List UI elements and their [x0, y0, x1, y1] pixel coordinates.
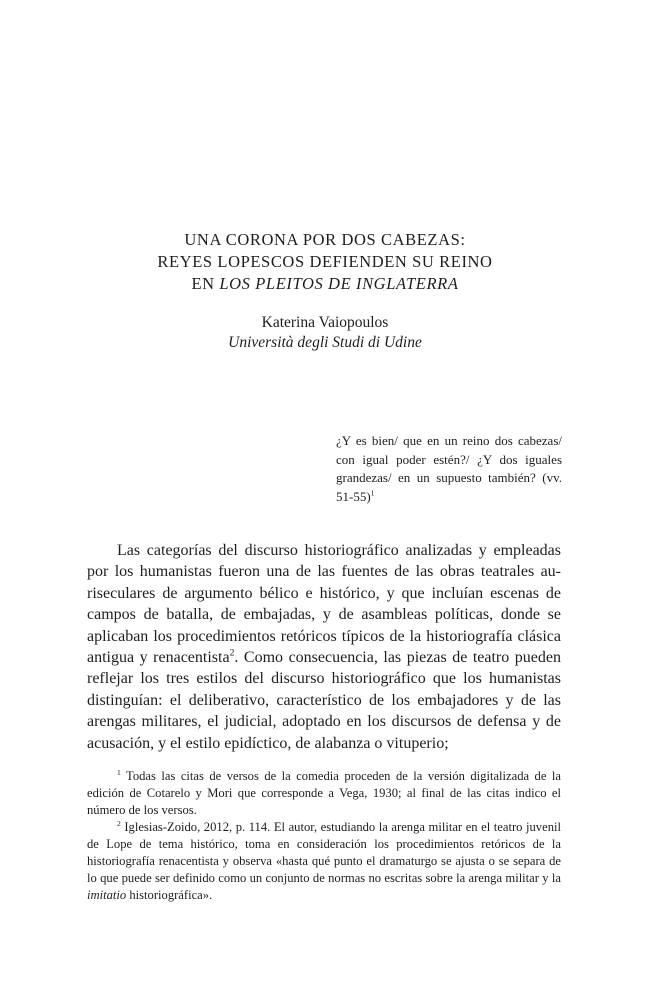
footnote-2-italic: imitatio	[87, 888, 127, 902]
epigraph-text: ¿Y es bien/ que en un reino dos cabezas/ con igual poder estén?/ ¿Y dos iguales grandezas/ en un supuesto también? (vv. 51-55)	[336, 433, 562, 504]
article-title	[0, 229, 650, 295]
title-line-3-prefix: EN	[191, 274, 220, 293]
footnotes	[87, 768, 561, 904]
author-name: Katerina Vaiopoulos	[261, 314, 389, 331]
footnote-2-text-a: Iglesias-Zoido, 2012, p. 114. El autor, estudiando la arenga militar en el teatro juvenil de Lope de tema histórico, toma en consideración los procedimientos retóricos de la historiografía renacentista y observa «hasta qué punto el dramaturgo se ajusta o se separa de lo que puede ser definido como un conjunto de normas no escritas sobre la arenga militar y la	[87, 820, 561, 885]
epigraph	[336, 432, 562, 506]
author-block	[0, 313, 650, 353]
footnote-ref-1: 1	[370, 488, 375, 498]
paragraph-text-2: . Como consecuencia, las piezas de teatro pueden reflejar los tres estilos del discurso historiográfico que los humanistas distinguían: el deliberativo, característico de los embajadores y de las arengas militares, el judicial, adoptado en los discursos de defensa y de acusación, y el estilo epidíctico, de alabanza o vituperio;	[87, 649, 562, 752]
footnote-2-text-b: historiográfica».	[126, 888, 213, 902]
author-affiliation: Università degli Studi di Udine	[228, 334, 422, 351]
paragraph	[87, 540, 561, 754]
footnote-ref-2: 2	[229, 647, 235, 659]
body-text	[87, 540, 561, 754]
title-line-1: UNA CORONA POR DOS CABEZAS:	[184, 230, 466, 249]
footnote-number-2: 2	[117, 818, 121, 828]
work-title: LOS PLEITOS DE INGLATERRA	[219, 274, 459, 293]
title-line-2: REYES LOPESCOS DEFIENDEN SU REINO	[157, 252, 493, 271]
title-line-3	[0, 273, 650, 295]
footnote-number-1: 1	[117, 767, 121, 777]
paragraph-text-1: Las categorías del discurso historiográfico analizadas y empleadas por los humanistas fueron una de las fuentes de las obras teatrales auriseculares de argumento bélico e histórico, y que incluían escenas de campos de batalla, de embajadas, y de asambleas políticas, donde se aplicaban los procedimientos retóricos típicos de la historiografía clásica antigua y renacentista	[87, 542, 561, 667]
footnote-1-text: Todas las citas de versos de la comedia proceden de la versión digitalizada de la edición de Cotarelo y Mori que corresponde a Vega, 1930; al final de las citas indico el número de los versos.	[87, 769, 561, 817]
footnote-2	[87, 819, 561, 904]
footnote-1	[87, 768, 561, 819]
